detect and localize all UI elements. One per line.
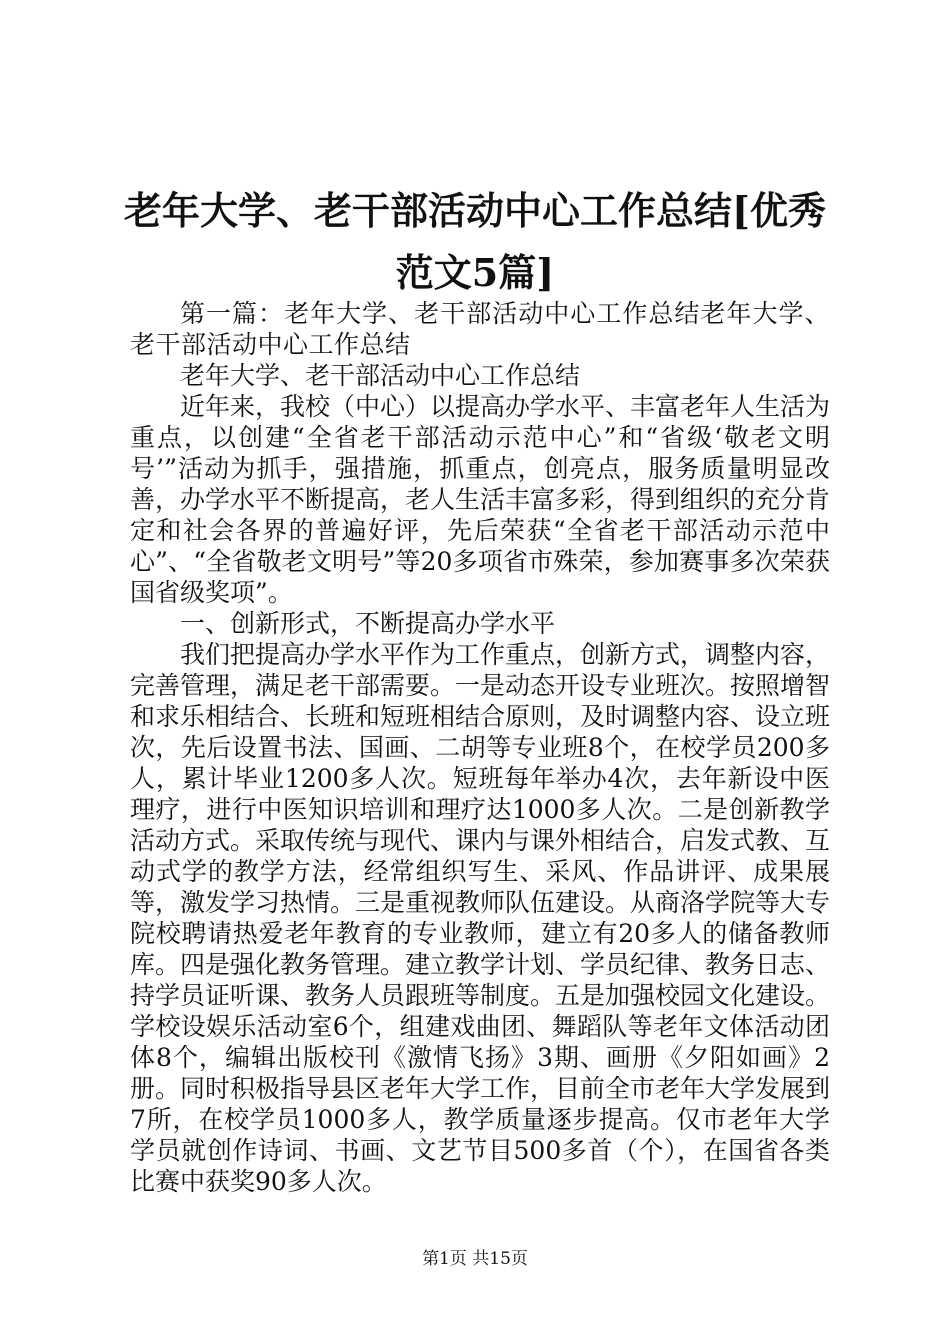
page-footer: 第1页 共15页	[422, 1249, 528, 1269]
document-title: 老年大学、老干部活动中心工作总结[优秀范文5篇]	[124, 188, 826, 295]
section-heading: 一、创新形式，不断提高办学水平	[180, 609, 556, 638]
intro-paragraph: 近年来，我校（中心）以提高办学水平、丰富老年人生活为重点，以创建“全省老干部活动示范中心”和“省级‘敬老文明号’”活动为抓手，强措施，抓重点，创亮点，服务质量明显改善，办学水平不断提高，老人生活丰富多彩，得到组织的充分肯定和社会各界的普遍好评，先后荣获“全省老干部活动示范中心”、“全省敬老文明号”等20多项省市殊荣，参加赛事多次荣获国省级奖项”。	[130, 392, 831, 607]
body-paragraph: 我们把提高办学水平作为工作重点，创新方式，调整内容，完善管理，满足老干部需要。一是动态开设专业班次。按照增智和求乐相结合、长班和短班相结合原则，及时调整内容、设立班次，先后设置书法、国画、二胡等专业班8个，在校学员200多人，累计毕业1200多人次。短班每年举办4次，去年新设中医理疗，进行中医知识培训和理疗达1000多人次。二是创新教学活动方式。采取传统与现代、课内与课外相结合，启发式教、互动式学的教学方法，经常组织写生、采风、作品讲评、成果展等，激发学习热情。三是重视教师队伍建设。从商洛学院等大专院校聘请热爱老年教育的专业教师，建立有20多人的储备教师库。四是强化教务管理。建立教学计划、学员纪律、教务日志、持学员证听课、教务人员跟班等制度。五是加强校园文化建设。学校设娱乐活动室6个，组建戏曲团、舞蹈队等老年文体活动团体8个，编辑出版校刊《激情飞扬》3期、画册《夕阳如画》2册。同时积极指导县区老年大学工作，目前全市老年大学发展到7所，在校学员1000多人，教学质量逐步提高。仅市老年大学学员就创作诗词、书画、文艺节目500多首（个），在国省各类比赛中获奖90多人次。	[130, 640, 831, 1196]
chapter-heading: 第一篇：老年大学、老干部活动中心工作总结老年大学、老干部活动中心工作总结	[130, 299, 830, 359]
document-body	[130, 298, 830, 1197]
section-subtitle: 老年大学、老干部活动中心工作总结	[180, 361, 581, 390]
